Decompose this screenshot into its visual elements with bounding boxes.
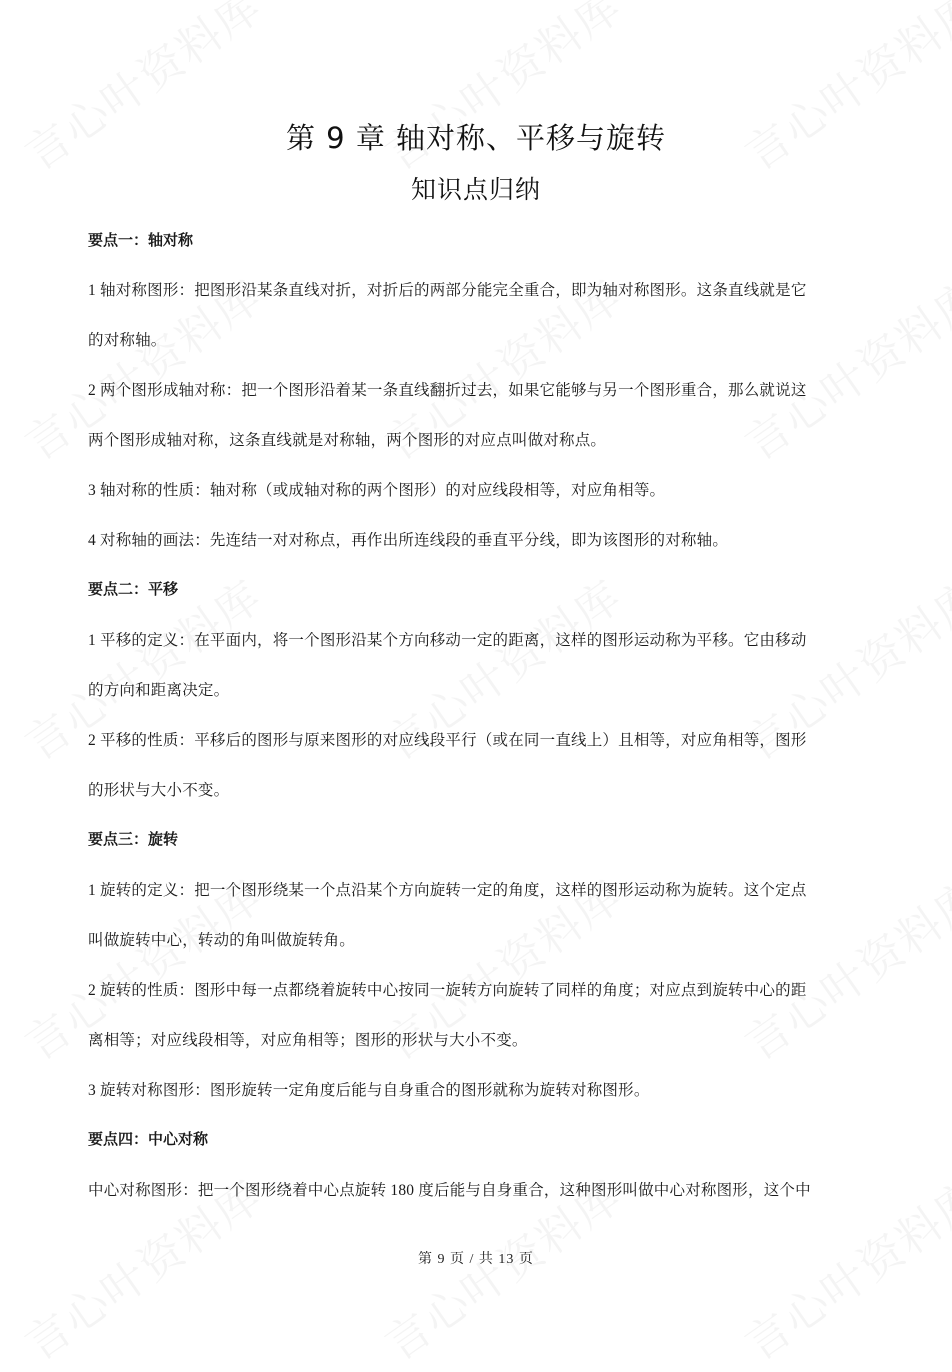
section-heading-axial-symmetry: 要点一：轴对称 <box>88 233 194 249</box>
paragraph-line: 1 旋转的定义：把一个图形绕某一个点沿某个方向旋转一定的角度，这样的图形运动称为旋转。这个定点 <box>88 882 807 899</box>
paragraph-line: 的对称轴。 <box>88 332 167 349</box>
paragraph-line: 1 轴对称图形：把图形沿某条直线对折，对折后的两部分能完全重合，即为轴对称图形。这条直线就是它 <box>88 282 807 299</box>
paragraph-line: 3 轴对称的性质：轴对称（或成轴对称的两个图形）的对应线段相等，对应角相等。 <box>88 482 666 499</box>
paragraph-line: 2 旋转的性质：图形中每一点都绕着旋转中心按同一旋转方向旋转了同样的角度；对应点到旋转中心的距 <box>88 982 807 999</box>
paragraph-line: 1 平移的定义：在平面内，将一个图形沿某个方向移动一定的距离，这样的图形运动称为平移。它由移动 <box>88 632 807 649</box>
paragraph-line: 的方向和距离决定。 <box>88 682 230 699</box>
paragraph-line: 3 旋转对称图形：图形旋转一定角度后能与自身重合的图形就称为旋转对称图形。 <box>88 1082 650 1099</box>
section-heading-translation: 要点二：平移 <box>88 582 179 598</box>
paragraph-line: 2 两个图形成轴对称：把一个图形沿着某一条直线翻折过去，如果它能够与另一个图形重合，那么就说这 <box>88 382 807 399</box>
chapter-title: 第 9 章 轴对称、平移与旋转 <box>285 121 667 155</box>
section-heading-rotation: 要点三：旋转 <box>88 832 179 848</box>
paragraph-line: 中心对称图形：把一个图形绕着中心点旋转 180 度后能与自身重合，这种图形叫做中心对称图形，这个中 <box>88 1182 811 1199</box>
paragraph-line: 2 平移的性质：平移后的图形与原来图形的对应线段平行（或在同一直线上）且相等，对应角相等，图形 <box>88 732 807 749</box>
paragraph-line: 叫做旋转中心，转动的角叫做旋转角。 <box>88 932 355 949</box>
document-subtitle: 知识点归纳 <box>410 177 541 204</box>
paragraph-line: 的形状与大小不变。 <box>88 782 230 799</box>
paragraph-line: 两个图形成轴对称，这条直线就是对称轴，两个图形的对应点叫做对称点。 <box>88 432 607 449</box>
page-number-footer: 第 9 页 / 共 13 页 <box>418 1252 534 1267</box>
paragraph-line: 4 对称轴的画法：先连结一对对称点，再作出所连线段的垂直平分线，即为该图形的对称轴。 <box>88 532 729 549</box>
paragraph-line: 离相等；对应线段相等，对应角相等；图形的形状与大小不变。 <box>88 1032 528 1049</box>
section-heading-central-symmetry: 要点四：中心对称 <box>88 1132 209 1148</box>
